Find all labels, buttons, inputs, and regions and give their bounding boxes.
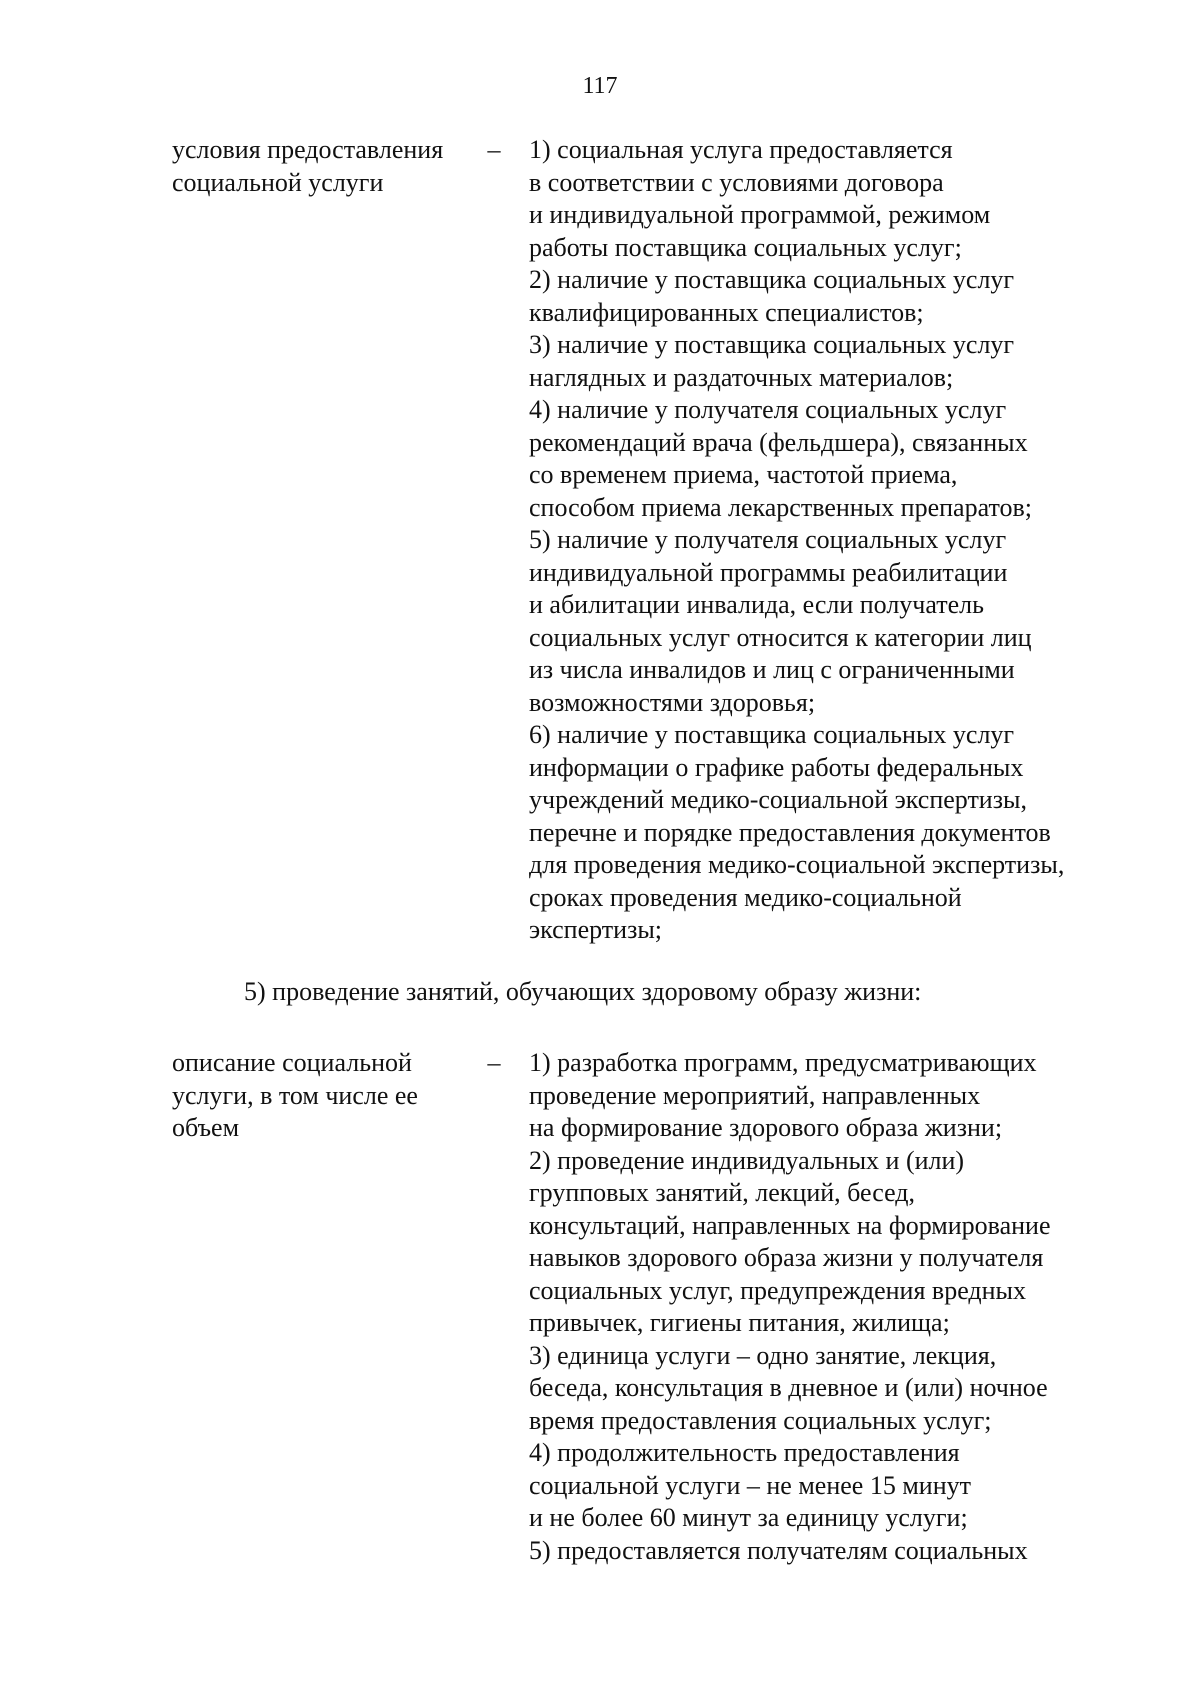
text-line: работы поставщика социальных услуг; [529,232,962,262]
text-line: 1) социальная услуга предоставляется [529,135,953,164]
text-line: на формирование здорового образа жизни; [529,1113,1003,1142]
dash-separator: – [487,135,501,164]
text-line: 2) проведение индивидуальных и (или) [529,1145,965,1175]
conditions-text [529,134,1200,947]
text-line: 1) разработка программ, предусматривающих [529,1048,1037,1077]
text-line: 4) наличие у получателя социальных услуг [529,395,1007,424]
text-line: возможностями здоровья; [529,687,816,717]
text-line: способом приема лекарственных препаратов; [529,492,1032,522]
description-label [172,1047,472,1145]
section-heading: 5) проведение занятий, обучающих здоровому образу жизни: [244,977,922,1006]
text-line: индивидуальной программы реабилитации [529,557,1008,587]
text-line: наглядных и раздаточных материалов; [529,362,954,392]
page-number: 117 [582,73,618,99]
label-line: услуги, в том числе ее [172,1080,418,1110]
text-line: из числа инвалидов и лиц с ограниченными [529,655,1015,684]
text-line: и не более 60 минут за единицу услуги; [529,1503,968,1532]
text-line: учреждений медико-социальной экспертизы, [529,785,1027,814]
text-line: перечне и порядке предоставления документов [529,817,1051,847]
text-line: групповых занятий, лекций, бесед, [529,1178,916,1207]
text-line: 6) наличие у поставщика социальных услуг [529,720,1015,749]
text-line: экспертизы; [529,915,663,944]
text-line: для проведения медико-социальной экспертизы, [529,850,1065,879]
text-line: социальных услуг относится к категории лиц [529,622,1032,652]
text-line: социальных услуг, предупреждения вредных [529,1275,1026,1305]
text-line: привычек, гигиены питания, жилища; [529,1308,950,1337]
text-line: рекомендаций врача (фельдшера), связанных [529,427,1028,457]
text-line: 5) предоставляется получателям социальных [529,1535,1028,1565]
text-line: сроках проведения медико-социальной [529,882,962,912]
text-line: 3) единица услуги – одно занятие, лекция, [529,1340,997,1370]
label-line: объем [172,1113,240,1142]
conditions-label [172,134,472,199]
text-line: и индивидуальной программой, режимом [529,200,991,229]
text-line: социальной услуги – не менее 15 минут [529,1470,971,1500]
text-line: информации о графике работы федеральных [529,752,1024,782]
text-line: консультаций, направленных на формирование [529,1210,1051,1240]
label-line: социальной услуги [172,167,384,197]
text-line: навыков здорового образа жизни у получателя [529,1243,1044,1272]
text-line: 4) продолжительность предоставления [529,1438,960,1467]
text-line: 3) наличие у поставщика социальных услуг [529,330,1015,359]
text-line: квалифицированных специалистов; [529,297,924,327]
text-line: 2) наличие у поставщика социальных услуг [529,265,1015,294]
description-text [529,1047,1200,1567]
text-line: 5) наличие у получателя социальных услуг [529,525,1007,554]
text-line: беседа, консультация в дневное и (или) ночное [529,1373,1048,1402]
text-line: в соответствии с условиями договора [529,167,944,197]
label-line: условия предоставления [172,135,444,164]
text-line: проведение мероприятий, направленных [529,1080,981,1110]
text-line: время предоставления социальных услуг; [529,1405,992,1435]
text-line: и абилитации инвалида, если получатель [529,590,984,619]
dash-separator: – [487,1048,501,1077]
label-line: описание социальной [172,1048,412,1077]
text-line: со временем приема, частотой приема, [529,460,958,489]
